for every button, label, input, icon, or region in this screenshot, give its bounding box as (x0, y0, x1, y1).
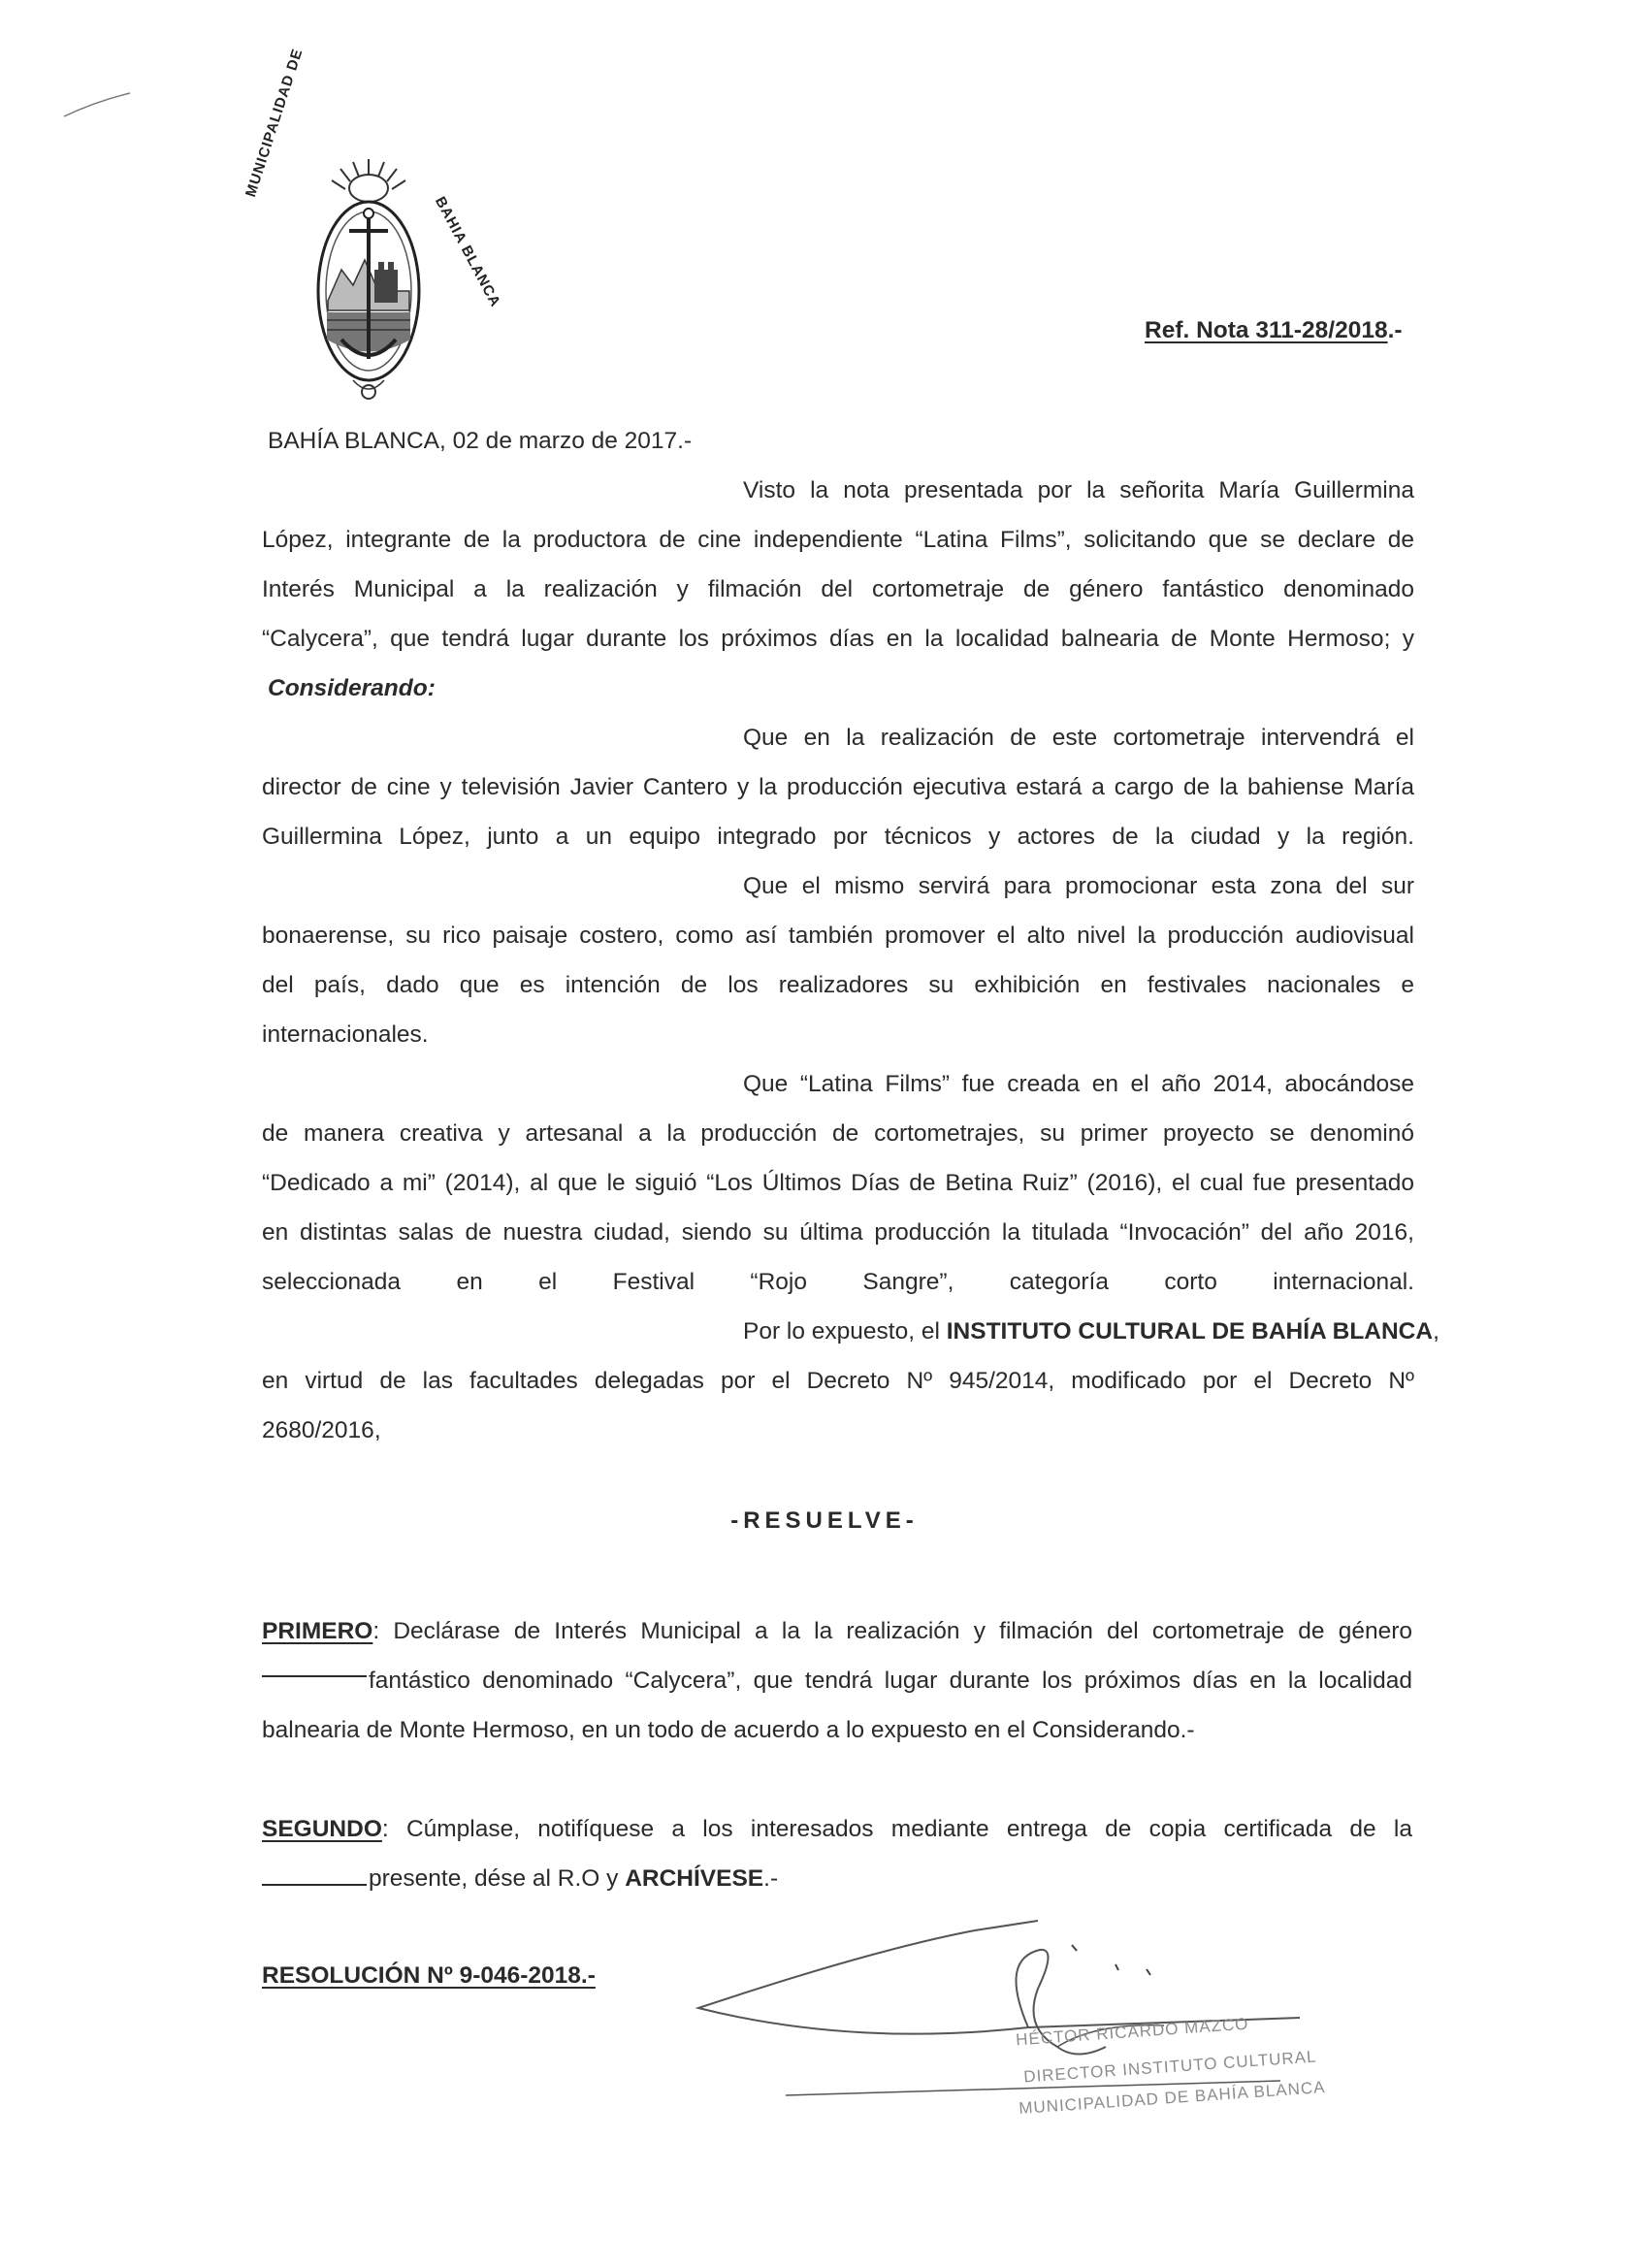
considerando-3-line-2: de manera creativa y artesanal a la producción de cortometrajes, su primer proyecto se denominó (262, 1120, 1414, 1147)
considerando-label: Considerando: (268, 675, 436, 701)
stamp-name: HÉCTOR RICARDO MAZCO (1015, 2014, 1250, 2050)
por-lo-expuesto-line-2: en virtud de las facultades delegadas por el Decreto Nº 945/2014, modificado por el Decreto Nº (262, 1368, 1414, 1394)
stamp-title: DIRECTOR INSTITUTO CULTURAL (1022, 2047, 1318, 2087)
segundo-line-2: presente, dése al R.O y ARCHÍVESE.- (262, 1854, 778, 1903)
primero-line-2: fantástico denominado “Calycera”, que tendrá lugar durante los próximos días en la localidad (262, 1656, 1412, 1705)
primero-line-1: PRIMERO: Declárase de Interés Municipal a la la realización y filmación del cortometraje de género (262, 1618, 1412, 1644)
reference-suffix: .- (1387, 317, 1403, 343)
handwritten-signature (679, 1901, 1319, 2115)
visto-line-2: López, integrante de la productora de cine independiente “Latina Films”, solicitando que se declare de (262, 527, 1414, 553)
por-lo-expuesto-line-1: Por lo expuesto, el INSTITUTO CULTURAL DE BAHÍA BLANCA, (743, 1318, 1439, 1345)
reference-number: Ref. Nota 311-28/2018 (1145, 317, 1388, 343)
seal-text-top: MUNICIPALIDAD DE (242, 46, 307, 200)
considerando-2-line-2: bonaerense, su rico paisaje costero, como así también promover el alto nivel la producción audiovisual (262, 923, 1414, 949)
considerando-1-line-1: Que en la realización de este cortometraje intervendrá el (743, 725, 1414, 751)
considerando-1-line-2: director de cine y televisión Javier Cantero y la producción ejecutiva estará a cargo de la bahiense María (262, 774, 1414, 800)
date-line: BAHÍA BLANCA, 02 de marzo de 2017.- (268, 428, 693, 454)
seal-text-right: BAHIA BLANCA (431, 194, 504, 310)
considerando-3-line-5: seleccionada en el Festival “Rojo Sangre”, categoría corto internacional. (262, 1269, 1414, 1295)
visto-line-1: Visto la nota presentada por la señorita María Guillermina (743, 477, 1414, 503)
resolution-number: RESOLUCIÓN Nº 9-046-2018.- (262, 1962, 596, 1989)
considerando-3-line-3: “Dedicado a mi” (2014), al que le siguió “Los Últimos Días de Betina Ruiz” (2016), el cual fue presentado (262, 1170, 1414, 1196)
considerando-2-line-4: internacionales. (262, 1021, 429, 1048)
resuelve-heading: -RESUELVE- (730, 1507, 919, 1534)
por-lo-expuesto-line-3: 2680/2016, (262, 1417, 381, 1443)
segundo-line-1: SEGUNDO: Cúmplase, notifíquese a los interesados mediante entrega de copia certificada de la (262, 1816, 1412, 1842)
visto-line-4: “Calycera”, que tendrá lugar durante los próximos días en la localidad balnearia de Monte Hermoso; y (262, 626, 1414, 652)
reference-note (1145, 317, 1403, 344)
pen-mark (58, 87, 136, 126)
considerando-2-line-3: del país, dado que es intención de los realizadores su exhibición en festivales nacionales e (262, 972, 1414, 998)
municipal-seal-emblem (281, 155, 456, 407)
primero-line-3: balnearia de Monte Hermoso, en un todo de acuerdo a lo expuesto en el Considerando.- (262, 1717, 1195, 1743)
considerando-3-line-1: Que “Latina Films” fue creada en el año 2014, abocándose (743, 1071, 1414, 1097)
primero-label: PRIMERO (262, 1618, 373, 1644)
visto-line-3: Interés Municipal a la realización y filmación del cortometraje de género fantástico denominado (262, 576, 1414, 602)
stamp-organization: MUNICIPALIDAD DE BAHÍA BLANCA (1018, 2077, 1327, 2119)
blank-line (262, 1656, 367, 1677)
segundo-label: SEGUNDO (262, 1816, 382, 1842)
considerando-1-line-3: Guillermina López, junto a un equipo integrado por técnicos y actores de la ciudad y la región. (262, 824, 1414, 850)
considerando-2-line-1: Que el mismo servirá para promocionar esta zona del sur (743, 873, 1414, 899)
blank-line (262, 1864, 367, 1886)
institution-name: INSTITUTO CULTURAL DE BAHÍA BLANCA (946, 1318, 1434, 1345)
considerando-3-line-4: en distintas salas de nuestra ciudad, siendo su última producción la titulada “Invocación” del año 2016, (262, 1219, 1414, 1246)
